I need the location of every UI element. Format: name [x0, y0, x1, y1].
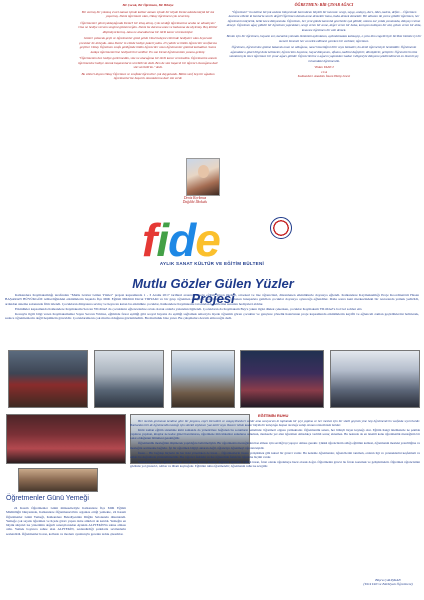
- logo-letter: e: [195, 214, 220, 266]
- left-signature-name: Deniz Korkmaz: [183, 196, 207, 200]
- teacher-meal-title: Öğretmenler Günü Yemeği: [6, 495, 89, 502]
- right-poem: [226, 3, 422, 79]
- right-signature: [226, 65, 422, 79]
- fide-logo: [128, 213, 298, 273]
- teacher-meal-photo: [18, 468, 98, 492]
- article-paragraph: Konuyla ilgili bilgi veren Kaymakamımız Sayın Sercan Yılmaz, eğitimde fırsat eşitliği gibi sosyal hayatta da eşitliği sağlamak amacıyla ilçede öğrenim gören çocuklar ve gençlere yönelik hazırlanan proje kapsamında etkinliklerin keyifli ve eğlenceli zaman geçirdiklerini belirterek, sadece öğretmenlerin değil hepimizin görevidir. Çocuklarımızın çok mutlu olduğunu gözlemledim. Bu mutluluk bize yeter. Bu çalışmaları devam ettireceğiz dedi.: [5, 312, 419, 321]
- education-spirit-article: [130, 419, 420, 469]
- left-poem-title: Bir Çocuk, Bir Öğretmen, Bir Hikâye: [122, 3, 174, 7]
- education-signature: [358, 578, 418, 587]
- right-poem-title: ÖĞRETMEN: BİR ÇINAR AĞACI: [294, 2, 354, 7]
- article-headline: Mutlu Gözler Gülen Yüzler Projesi: [132, 276, 294, 306]
- right-signature-class: 11/A: [321, 69, 327, 74]
- education-paragraph: Standartlaştırılmış eğitim, standart insan üretir ki bu, insanın doğasına aykırıdır. Çünkü insan, fıtrat olarak öğrenmeye hazır olarak doğar. Öğretmenin görevi bu fıtratı korumak ve geliştirmektir. Öğretmen öğrencisinin gözünde yol gösterici, rehber ve ilham kaynağıdır. Eğitimin ruhu öğretmendir; öğretmenin ruhu ise sevgidir.: [130, 459, 420, 468]
- education-paragraph: Öğretmenlik mesleğinin düşünerek yapıldığını belirtmeliyim. Bir öğretmenin mesleğinden haz alması için sevdiği işi yapıyor olması gerekir. Çünkü öğrencilerin aldığı eğitimin kalitesi, öğretmenin mesleki yeterliliğine ve mesleğini sevmesine bağlıdır. İyi bir öğretmen bilgiyi aktaran değil, öğrenciye öğrenmeyi öğreten kişidir.: [130, 441, 420, 450]
- right-poem-paragraph: Benim için bir öğretmen, hayatın zor, karanlık yolunda önümüzü aydınlatan, aydınlatmakta kalmayıp, o yola tüm engelleriyle birlikte bizimle iyi bir menzil. Kısmeti her an izlek edilmesi gereken bir varlıktır, öğretmen.: [226, 34, 422, 43]
- education-paragraph: İnsan… Bir bağdaşı hiçlerin ile her ikisi yönetirken de insan… Öğretmenlerin insanı yetiştirmek gibi kutsal bir görevi vardır. Bu nedenle öğretmenler, öğrencilerini tanımalı, onların ilgi ve yeteneklerini keşfetmeli ve onları bu doğrultuda yönlendirmelidir. Her öğrenci farklıdır ve her öğrencinin farklı bir öğrenme biçimi vardır.: [130, 450, 420, 459]
- right-poem-paragraph: Öğretmen, öğrencisine güzine bakarak onun ne olduğunu, nasıl hissettiğini bilir veya bizzatler, bu denli öğrencisiyle hemhâldir. Öğretmenin ağzındaki o güzel bilgi dolu kelimeler, öğrencinin hayatını, hayal dünyasını, ufkunu, kalbini değiştirir, dönüştürür, geliştirir. Öğrencilerin tüm sıkıntılarıyla önce öğretmen bir çınar ağacı gibidir. Öğrencilerine o ağacın yaprakları kadar. Gölgesiyle dünyamı şekillendirecek en önemli şey ruhumdaki öğretmenlik.: [229, 45, 419, 63]
- article-paragraph: Etkinlikler kapsamında Kalkandere Kaymakamı Sercan YILMAZ da çocukların eğlencelerine ortak olarak onlarla yakından ilgilendi. Çocukların da Kaymakam Bey'e yakın ilgisi dikkat çekerken, çocuklar Kaymakam YILMAZ'a bol bol sohbet etti.: [15, 306, 363, 311]
- logo-letter: f: [142, 214, 157, 266]
- fide-logo-wordmark: [142, 213, 220, 267]
- teacher-meal-article: [6, 506, 126, 536]
- left-poem-paragraph: Bir varmış bir yokmuş evvel zaman içinde kalbur zaman içinde bir köyde Deniz adında küçük bir kız yaşarmış. Deniz öğretmeni olan, Oktay öğretmeni çok severmiş.: [81, 9, 215, 18]
- left-signature-school: Dağdibi İlkokulu: [182, 200, 208, 205]
- article-main: [5, 293, 419, 322]
- logo-subtitle: AYLIK SANAT KÜLTÜR VE EĞİTİM BÜLTENİ: [159, 261, 265, 266]
- event-photo: [6, 414, 126, 464]
- left-poem-paragraph: Günler çabucak geçti ve öğretmenler günü geldi. Okul bahçesi ellerinde hediyeler olan heyecanlı çocuklar ile doluydu. Ama Deniz' in elinde hediye paketi yoktu. 23 çalıldı ve bütün öğrenciler sınıflarına geçtiler. Oktay Öğretmen sınıfa girdiğinde bütün öğrenciler onun öğretmenler gününü kutladılar. Sonra kaikça öğretmenlerine hediyelerini verdiler. En son Deniz öğretmeninin yanına gelmiş:: [79, 36, 217, 54]
- education-spirit-title: EĞİTİMİN RUHU: [258, 413, 289, 418]
- event-photo: [171, 350, 235, 408]
- education-paragraph: Kimi zaman eğitim sistemine kimi zamanda da yöneticilere bağlanan bu sorunların temelinde 'öğretmen' olgusu yatmaktadır. Öğretmenlik sanatı, her bilinçli hayat kaynağı olur. Eğitim hangi niteliksizde ne şekilde yapılırsa yapılsın, kitaplar ne kadar güzel hazırlanırsa, öğretmene tüm imkanlar sunulursa sunulsun, merkezde yer alan öğretmen olmadıkça verimli sonuç alınamaz. Bu noktada da en önemli konu öğretmenlik mesleğinin bir sanat olduğunun bilinmesi gerektiğidir.: [130, 428, 420, 441]
- event-photo: [330, 350, 420, 408]
- education-signature-name: Büşra ÇALIŞKAN: [375, 578, 401, 582]
- left-poem-paragraph: Bu sözleri duyan Oktay Öğretmen ve sınıftaki öğrenciler çok duygulandı. Bütün sınıf hep bir ağızdan öğretmenlerine başarılı olacaklarına dair söz verdi.: [81, 71, 215, 80]
- teacher-meal-text: 24 Kasım Öğretmenler Günü münasebetiyle Kalkandere İlçe Milli Eğitim Müdürlüğü bünyesinde, Kalkandere Öğretmenevi'nin organize ettiği yemekte, 24 Kasım Öğretmenler Günü Yemeği, Kalkandere Belediyesinin Düğün Salonunda düzenlendi. Yemeğe çok sayıda öğretmen ve ilçede görev yapan daire amirleri de katıldı. Yemeğin en büyük sürprizi ise yönetimin değerli sanatçılarından Aytekin ALPTEKİN'in sahne alması oldu. Yemek boyunca sahne alan ALPTEKİN, seslendirdiği şarkılarla sevilenlerin seslendirdi. Öğretmenler horon, kolbastı ve modern oyunlarıyla gecenin tadını çıkardılar.: [6, 506, 126, 536]
- ministry-seal-icon: [270, 217, 292, 239]
- event-photo: [240, 350, 324, 408]
- logo-letter: i: [156, 214, 169, 266]
- logo-letter: d: [168, 214, 196, 266]
- right-signature-school: Kalkandere Anadolu İmam Hatip Lisesi: [297, 74, 351, 78]
- left-poem-paragraph: "Öğretmenim ben hediye getiremedim, size ne alacağıma bir türlü karar veremedim. Öğretmenim annem öğretmenine hediye olarak başaranların verebilirsin dedi. Ben de size başarılı bir öğrenci olacağıma dair söz verebilirim." dedi.: [78, 56, 218, 69]
- event-photo: [94, 350, 164, 408]
- left-signature: [160, 196, 230, 205]
- education-paragraph: Her meslek grubunun kendine göre bir jargonu, espri literatürü ve vazgeçilmezleri vardır ama sanıyorum ki toplumda bir şeyi yapılsa ve her meslek için bir sözlü geçmek yine hep öğretmenlerin vasfında sıyırırlardır. Bunlardan biri de öğretmenlik mesleği için sürekli söylenen 'yaz tatili' veya 'Kasım' telkin kadar büyük bir kolaylığa baştan mesleğe sahip olunan nimetinizde boldur.: [130, 419, 420, 428]
- left-poem-paragraph: Öğretmenler günü yaklaştığında Deniz'i bir telaş almış. Çok sevdiği öğretmenine acaba ne almalıyım? Ona ne hediye versem sevgimi göstereceğim. Deniz bu durumu anne ve babasına da söylemiş. Beş kilitler düşünüyorlarmış. Ama ne alacaklarına bir türlü karar verememişler.: [78, 20, 218, 34]
- education-signature-role: (Türk Dili ve Edebiyatı Öğretmeni): [363, 582, 413, 587]
- article-paragraph: Kalkandere Kaymakamlığı tarafından "Mutlu Gözler Gülen Yüzler" projesi kapsamında 1 - 3 Aralık 2017 tarihleri arasında ilçede eğitim gören ilkokul, ortaokul ve lise öğrencileri, düzenlenen etkinliklerle doyasıya eğlendi. Kalkandere Kaymakamlığı Proje Koordinatörü Hasan BAŞARAN BÜYÜKGÖZ rehberliğindeki etkinliklerin başında İlçe Milli Eğitim Müdürü Davut TIRYAKI ve bir grup öğretmen eşliğinde kent merkezinde bulunan lunaparkta getirilen çocuklar doyasıya oyuncağa eğlendiler. Daha sonra kent merkezindeki bir restoranda yemek yedirildi, ardından sinema salonunda film izlendi. Çocukların dünyasına sevinç ve heyecan katan bu etkinlikte çocuklar, Kalkandere Kaymakamı tarafından kendilerine sunulan hediyeleri aldılar.: [5, 293, 419, 306]
- left-poem: [78, 3, 218, 83]
- right-signature-name: Vildan YAZICI: [314, 65, 334, 69]
- event-photo: [8, 350, 88, 408]
- right-poem-paragraph: "Öğretmen!" bu kelime birçok anlamı bünyesinde barındıran büyülü bir kavram: sevgi, saygı, anlayış, ders, ödev, kalem, defter… Öğretmen kavramı elbette ki bunlarla sınırlı değil! Öğretmen demek anne demektir bana, baba demek demektir. Bir ablanın iki yarısı gibidir öğretmen, her öğretmenin küçücük, belki koca dünyasında. Öğretmen, her yeni günde karanlık gecelerde ışık gibidir, onlara zor yolda yanımızda, dünyayı ruhun deneyi. Öğretmen ağaç gibidir bir öğretmen yaprakları, sevgi veren bir anne, değer veren bir baba, koruyan kollayan bir abi, güven veren bir abla, kısacası öğretmen bir aile demek.: [226, 9, 422, 32]
- author-photo: [186, 158, 220, 196]
